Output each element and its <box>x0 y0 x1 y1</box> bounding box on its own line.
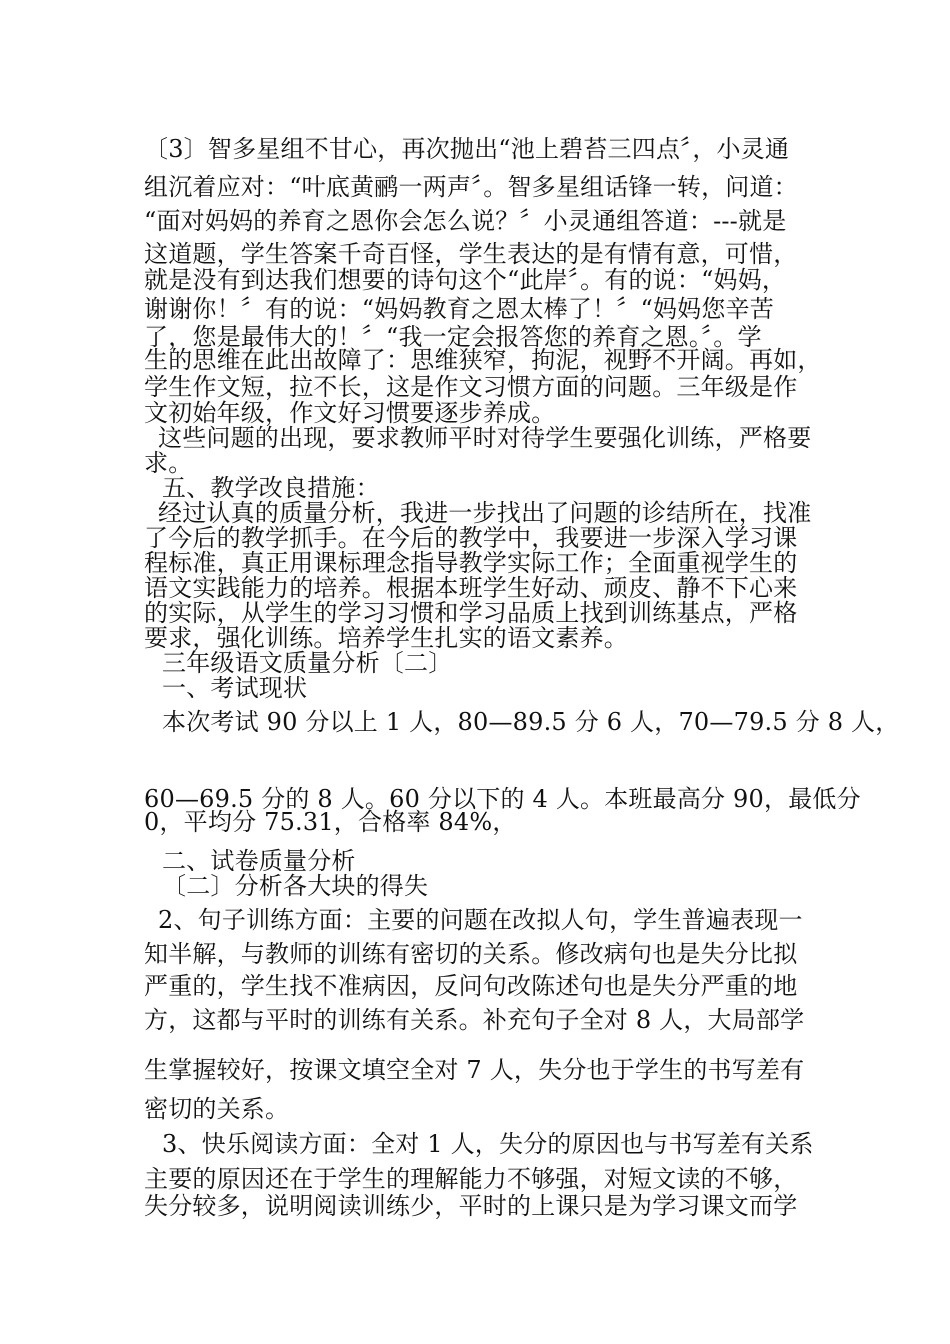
text-line: 〔3〕智多星组不甘心，再次抛出“池上碧苔三四点〞，小灵通 <box>144 135 790 163</box>
section-subheading: 〔二〕分析各大块的得失 <box>162 872 429 900</box>
text-line: 严重的，学生找不准病因，反问句改陈述句也是失分严重的地 <box>144 972 798 1000</box>
document-subtitle: 三年级语文质量分析〔二〕 <box>162 649 453 677</box>
text-line: 文初始年级，作文好习惯要逐步养成。 <box>144 399 556 427</box>
text-line: 了今后的教学抓手。在今后的教学中，我要进一步深入学习课 <box>144 524 798 552</box>
text-line: “面对妈妈的养育之恩你会怎么说？〞小灵通组答道：---就是 <box>144 207 787 235</box>
text-line: 了，您是最伟大的！〞“我一定会报答您的养育之恩。〞。学 <box>144 323 762 351</box>
text-line: 方，这都与平时的训练有关系。补充句子全对 8 人，大局部学 <box>144 1006 805 1034</box>
text-line: 0，平均分 75.31，合格率 84%， <box>144 808 517 836</box>
text-line: 就是没有到达我们想要的诗句这个“此岸〞。有的说：“妈妈， <box>144 266 787 294</box>
text-line: 知半解，与教师的训练有密切的关系。修改病句也是失分比拟 <box>144 940 798 968</box>
section-heading: 二、试卷质量分析 <box>162 847 356 875</box>
text-line: 主要的原因还在于学生的理解能力不够强，对短文读的不够， <box>144 1165 798 1193</box>
text-line: 谢谢你！〞有的说：“妈妈教育之恩太棒了！〞“妈妈您辛苦 <box>144 295 774 323</box>
text-line: 密切的关系。 <box>144 1095 290 1123</box>
text-line: 3、快乐阅读方面：全对 1 人，失分的原因也与书写差有关系 <box>162 1130 814 1158</box>
text-line: 的实际，从学生的学习习惯和学习品质上找到训练基点，严格 <box>144 599 798 627</box>
text-line: 60—69.5 分的 8 人。60 分以下的 4 人。本班最高分 90，最低分 <box>144 785 861 813</box>
text-line: 2、句子训练方面：主要的问题在改拟人句，学生普遍表现一 <box>158 906 803 934</box>
section-heading: 一、考试现状 <box>162 674 308 702</box>
text-line: 组沉着应对：“叶底黄鹂一两声〞。智多星组话锋一转，问道： <box>144 173 798 201</box>
text-line: 生的思维在此出故障了：思维狭窄，拘泥，视野不开阔。再如， <box>144 346 822 374</box>
text-line: 本次考试 90 分以上 1 人，80—89.5 分 6 人，70—79.5 分 8 人， <box>162 708 900 736</box>
text-line: 要求，强化训练。培养学生扎实的语文素养。 <box>144 624 628 652</box>
text-line: 失分较多，说明阅读训练少，平时的上课只是为学习课文而学 <box>144 1192 798 1220</box>
text-line: 语文实践能力的培养。根据本班学生好动、顽皮、静不下心来 <box>144 574 798 602</box>
text-line: 经过认真的质量分析，我进一步找出了问题的诊结所在，找准 <box>158 499 812 527</box>
text-line: 这道题，学生答案千奇百怪，学生表达的是有情有意，可惜， <box>144 240 798 268</box>
text-line: 程标准，真正用课标理念指导教学实际工作；全面重视学生的 <box>144 549 798 577</box>
text-line: 学生作文短，拉不长，这是作文习惯方面的问题。三年级是作 <box>144 373 798 401</box>
section-heading: 五、教学改良措施： <box>162 474 380 502</box>
text-line: 求。 <box>144 449 193 477</box>
text-line: 这些问题的出现，要求教师平时对待学生要强化训练，严格要 <box>158 424 812 452</box>
text-line: 生掌握较好，按课文填空全对 7 人，失分也于学生的书写差有 <box>144 1056 805 1084</box>
